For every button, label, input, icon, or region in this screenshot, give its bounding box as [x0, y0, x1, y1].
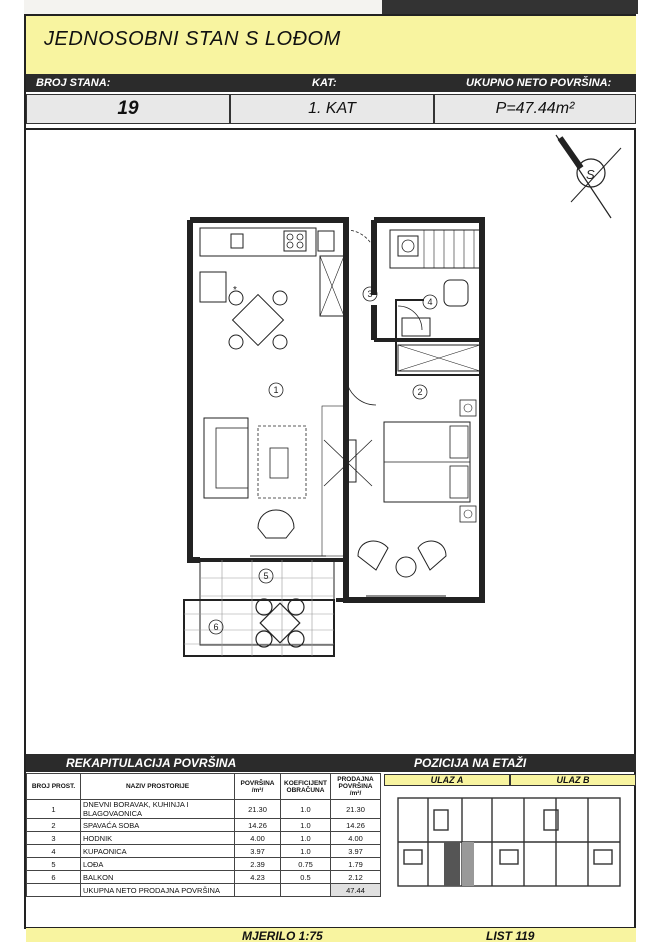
- top-strip-dark: [382, 0, 638, 14]
- recap-title: REKAPITULACIJA POVRŠINA: [66, 756, 237, 770]
- room-number-5: 5: [263, 571, 269, 581]
- position-header: [384, 754, 636, 772]
- position-title: POZICIJA NA ETAŽI: [414, 756, 527, 770]
- th-area: POVRŠINA /m²/: [235, 774, 281, 800]
- info-header-bar: [26, 74, 636, 92]
- star-mark: *: [233, 285, 237, 296]
- page-title: JEDNOSOBNI STAN S LOĐOM: [44, 28, 341, 50]
- room-number-3: 3: [367, 289, 373, 299]
- th-name: NAZIV PROSTORIJE: [81, 774, 235, 800]
- th-number: BROJ PROST.: [27, 774, 81, 800]
- info-values-row: [26, 92, 636, 130]
- table-row: 2 SPAVAĆA SOBA 14.26 1.0 14.26: [27, 819, 381, 832]
- floor-position-plan: [384, 788, 636, 900]
- apartment-number: 19: [26, 94, 230, 124]
- total-value: 47.44: [331, 884, 381, 897]
- table-row: 1 DNEVNI BORAVAK, KUHINJA I BLAGOVAONICA 21.30 1.0 21.30: [27, 800, 381, 819]
- scale-label: MJERILO 1:75: [242, 929, 323, 943]
- entry-a-label: ULAZ A: [384, 774, 510, 786]
- net-area-label: UKUPNO NETO POVRŠINA:: [466, 77, 612, 89]
- table-row: 5 LOĐA 2.39 0.75 1.79: [27, 858, 381, 871]
- area-table: [26, 773, 381, 897]
- apartment-highlight: [444, 842, 460, 886]
- table-total-row: [27, 884, 381, 897]
- floor-label: KAT:: [312, 77, 337, 89]
- total-label: UKUPNA NETO PRODAJNA POVRŠINA: [81, 884, 235, 897]
- floor-plan: [26, 130, 636, 754]
- floor-value: 1. KAT: [230, 94, 434, 124]
- table-row: 4 KUPAONICA 3.97 1.0 3.97: [27, 845, 381, 858]
- area-value: P=47.44m²: [434, 94, 636, 124]
- north-letter: S: [586, 167, 595, 182]
- apartment-number-label: BROJ STANA:: [36, 77, 111, 89]
- sheet-label: LIST 119: [486, 929, 535, 943]
- room-number-1: 1: [273, 385, 279, 395]
- room-number-6: 6: [213, 622, 219, 632]
- table-row: 3 HODNIK 4.00 1.0 4.00: [27, 832, 381, 845]
- th-sale-area: PRODAJNA POVRŠINA /m²/: [331, 774, 381, 800]
- footer-bar: [26, 927, 636, 942]
- top-strip: [24, 0, 382, 15]
- entry-b-label: ULAZ B: [510, 774, 636, 786]
- table-row: 6 BALKON 4.23 0.5 2.12: [27, 871, 381, 884]
- th-coef: KOEFICIJENT OBRAČUNA: [281, 774, 331, 800]
- room-number-4: 4: [427, 297, 433, 307]
- room-number-2: 2: [417, 387, 423, 397]
- recap-header: [26, 754, 384, 772]
